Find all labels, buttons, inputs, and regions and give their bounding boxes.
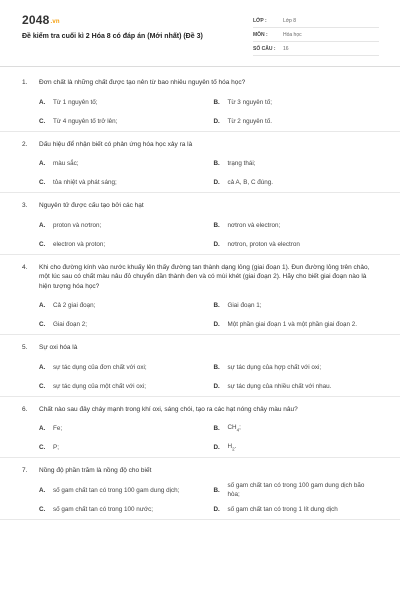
meta-label: MÔN : — [253, 31, 268, 38]
question-number: 1. — [22, 79, 28, 86]
page-header — [0, 0, 400, 66]
option-c[interactable]: C. P; — [39, 444, 59, 451]
option-grid — [22, 216, 378, 254]
question-4 — [0, 263, 400, 336]
option-d[interactable]: D. Từ 2 nguyên tố. — [213, 117, 272, 125]
option-b[interactable]: B. số gam chất tan có trong 100 gam dung dịch bão hòa; — [213, 482, 365, 498]
option-a[interactable]: A. sự tác dụng của đơn chất với oxi; — [39, 363, 147, 371]
question-list — [0, 78, 400, 528]
option-c[interactable]: C. Giai đoạn 2; — [39, 321, 87, 328]
option-a[interactable]: A. Cả 2 giai đoạn; — [39, 302, 96, 309]
option-d[interactable]: D. sự tác dụng của nhiều chất với nhau. — [213, 382, 332, 390]
option-c[interactable]: C. tỏa nhiệt và phát sáng; — [39, 179, 117, 186]
meta-value: 16 — [283, 45, 289, 52]
meta-value: Lớp 8 — [283, 17, 297, 24]
meta-row-count — [253, 42, 379, 56]
meta-label: LỚP : — [253, 17, 267, 24]
option-grid — [22, 358, 378, 396]
question-3 — [0, 201, 400, 255]
question-5 — [0, 343, 400, 397]
question-text: Nguyên tử được cấu tạo bởi các hạt — [39, 202, 144, 209]
header-divider — [0, 66, 400, 67]
option-grid — [22, 481, 378, 519]
question-number: 3. — [22, 202, 28, 209]
option-b[interactable]: B. $CH_4$; — [213, 423, 241, 433]
question-1 — [0, 78, 400, 132]
option-d[interactable]: D. Một phần giai đoạn 1 và một phần giai đoạn 2. — [213, 321, 358, 328]
option-a[interactable]: A. Fe; — [39, 425, 63, 432]
option-d[interactable]: D. cả A, B, C đúng. — [213, 179, 274, 186]
option-c[interactable]: C. electron và proton; — [39, 240, 106, 248]
question-number: 4. — [22, 263, 28, 271]
question-number: 5. — [22, 344, 28, 351]
question-7 — [0, 466, 400, 520]
question-text: Nồng độ phần trăm là nồng độ cho biết — [39, 467, 152, 474]
option-b[interactable]: B. Giai đoạn 1; — [213, 302, 262, 309]
question-number: 6. — [22, 405, 28, 413]
site-logo[interactable] — [22, 13, 60, 27]
option-a[interactable]: A. proton và nơtron; — [39, 221, 102, 229]
option-d[interactable]: D. số gam chất tan có trong 1 lít dung dịch — [213, 505, 338, 513]
option-b[interactable]: B. trạng thái; — [213, 160, 256, 167]
option-d[interactable]: D. nơtron, proton và electron — [213, 240, 300, 248]
question-6 — [0, 405, 400, 459]
question-text: Chất nào sau đây cháy mạnh trong khí oxi, sáng chói, tạo ra các hạt nóng chảy màu nâu? — [39, 405, 298, 413]
option-a[interactable]: A. màu sắc; — [39, 160, 79, 167]
meta-row-subject — [253, 28, 379, 42]
option-grid — [22, 93, 378, 131]
question-text: Khi cho đường kính vào nước khuấy lên thấy đường tan thành dạng lỏng (giai đoạn 1). Đun đường lỏng trên chảo, một lúc sau có chất màu nâu đỏ chuyển dần thành đen và có mùi khét (giai đoạn 2). Hãy cho biết giai đoạn nào là hiện tượng hóa học? — [39, 263, 370, 290]
question-number: 7. — [22, 467, 28, 474]
question-2 — [0, 140, 400, 194]
document-title: Đề kiểm tra cuối kì 2 Hóa 8 có đáp án (Mới nhất) (Đề 3) — [22, 33, 203, 40]
option-grid — [22, 419, 378, 457]
option-grid — [22, 296, 378, 334]
option-c[interactable]: C. Từ 4 nguyên tố trở lên; — [39, 117, 118, 125]
meta-value: Hóa học — [283, 31, 302, 38]
meta-table — [253, 14, 379, 56]
question-text: Đơn chất là những chất được tạo nên từ bao nhiêu nguyên tố hóa học? — [39, 79, 246, 86]
meta-label: SỐ CÂU : — [253, 45, 276, 52]
question-text: Sự oxi hóa là — [39, 344, 78, 351]
question-number: 2. — [22, 140, 28, 148]
option-b[interactable]: B. nơtron và electron; — [213, 221, 281, 229]
option-c[interactable]: C. sự tác dụng của một chất với oxi; — [39, 382, 147, 390]
option-c[interactable]: C. số gam chất tan có trong 100 nước; — [39, 505, 154, 513]
option-d[interactable]: D. $H_2$. — [213, 442, 237, 452]
logo-text: 2048 — [22, 13, 50, 27]
option-b[interactable]: B. sự tác dụng của hợp chất với oxi; — [213, 363, 322, 371]
meta-row-class — [253, 14, 379, 28]
logo-suffix: .vn — [50, 19, 60, 25]
option-grid — [22, 154, 378, 192]
question-text: Dấu hiệu để nhận biết có phản ứng hóa học xảy ra là — [39, 140, 193, 148]
option-a[interactable]: A. số gam chất tan có trong 100 gam dung dịch; — [39, 486, 180, 494]
option-b[interactable]: B. Từ 3 nguyên tố; — [213, 98, 272, 106]
option-a[interactable]: A. Từ 1 nguyên tố; — [39, 98, 98, 106]
